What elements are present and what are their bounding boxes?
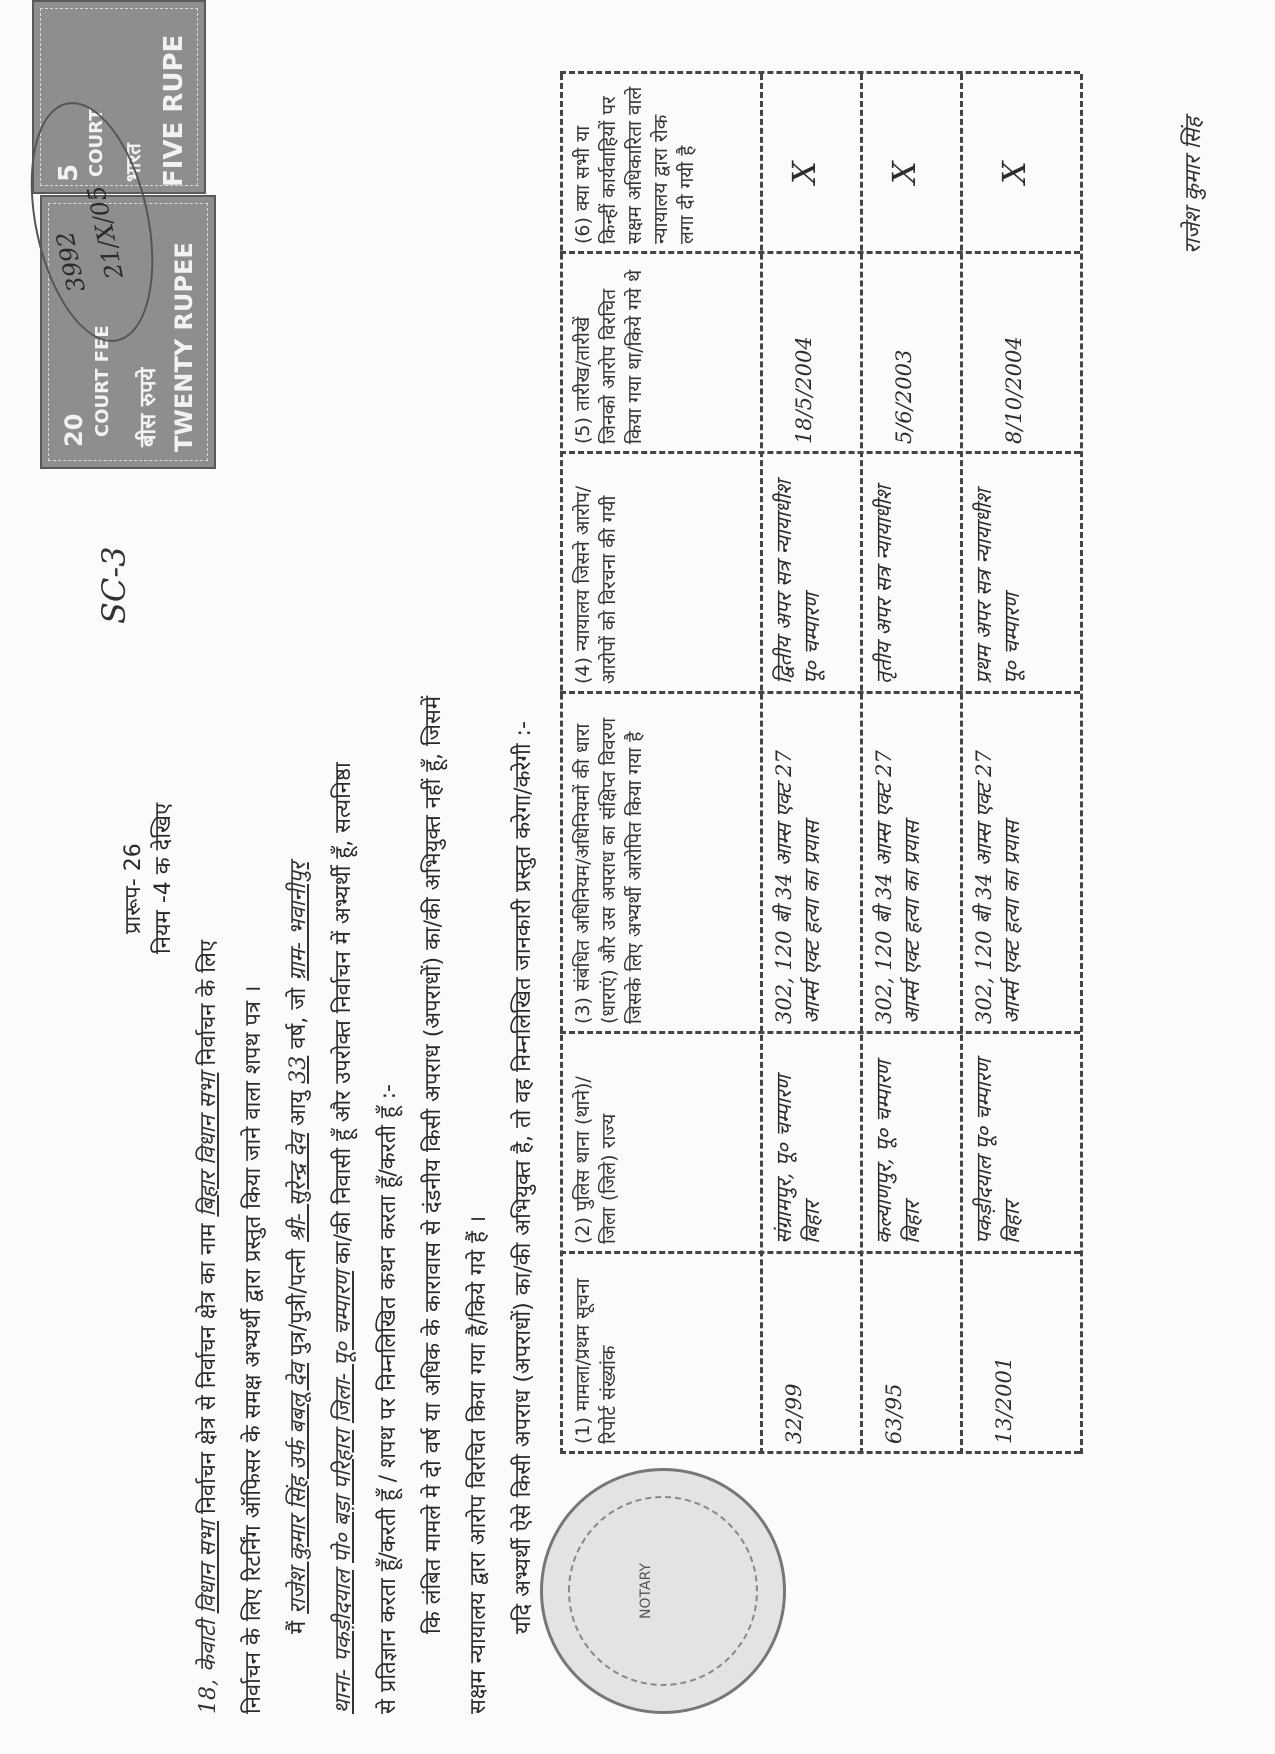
line-constituency <box>195 940 223 1714</box>
criminal-cases-table <box>560 74 1080 1454</box>
line-if-accused: यदि अभ्यर्थी ऐसे किसी अपराध (अपराधों) का/की अभियुक्त है, तो वह निम्नलिखित जानकारी प्रस्तुत करेगा/करेगी :- <box>511 721 536 1634</box>
police-station: संग्रामपुर, पू० चम्पारण बिहार <box>772 1075 824 1244</box>
sections: 302, 120 बी 34 आम्स एक्ट 27 आर्म्स एक्ट हत्या का प्रयास <box>972 750 1024 1024</box>
form-number: प्रारूप- 26 <box>121 843 146 934</box>
stay-status: X <box>785 161 823 184</box>
line-address <box>330 762 358 1714</box>
receipt-oval <box>11 91 173 353</box>
line-affidavit-intro: निर्वाचन के लिए रिटर्निंग ऑफिसर के समक्ष अभ्यर्थी द्वारा प्रस्तुत किया जाने वाला शपथ पत्र । <box>241 985 266 1714</box>
rule-reference: नियम -4 क देखिए <box>151 802 176 954</box>
district: जिला- पू० चम्पारण <box>331 1270 356 1424</box>
table-header: (1) मामला/प्रथम सूचना रिपोर्ट संख्यांक <box>572 1278 620 1444</box>
constituency-type: विधान सभा <box>196 1521 221 1614</box>
constituency-suffix: निर्वाचन के लिए <box>196 939 221 1066</box>
case-number: 32/99 <box>782 1383 806 1444</box>
thana: थाना- पकड़ीदयाल <box>331 1569 356 1714</box>
court: तृतीय अपर सत्र न्यायाधीश <box>872 485 896 684</box>
charge-date: 5/6/2003 <box>892 349 916 444</box>
table-header: (4) न्यायालय जिसने आरोप/आरोपों को विरचना की गयी <box>572 485 620 684</box>
oval-number: 3992 <box>50 228 91 295</box>
stamp-label-bottom: TWENTY RUPEE <box>170 242 198 452</box>
stay-status: X <box>885 161 923 184</box>
deponent-prefix: मैं <box>286 1620 311 1634</box>
stamp-label-bottom: FIVE RUPE <box>159 34 189 187</box>
oval-date: 21/X/05 <box>81 183 129 282</box>
years-label: वर्ष, जो <box>286 987 311 1049</box>
election-name: बिहार विधान सभा <box>196 1072 221 1217</box>
constituency-label: निर्वाचन क्षेत्र से निर्वाचन क्षेत्र का नाम <box>196 1223 221 1514</box>
constituency-number: 18, केवाटी <box>196 1620 221 1714</box>
line-charges-framed: सक्षम न्यायालय द्वारा आरोप विरचित किया गया है/किये गये हैं । <box>466 1215 491 1714</box>
stay-status: X <box>995 161 1033 184</box>
court: द्वितीय अपर सत्र न्यायाधीश पू० चम्पारण <box>772 480 824 684</box>
stamp-label: COURT <box>86 108 107 177</box>
stamp-denomination: 5 <box>54 163 84 182</box>
stamp-denomination: 20 <box>60 413 88 447</box>
village: ग्राम- भवानीपुर <box>286 862 311 981</box>
case-number: 13/2001 <box>992 1356 1016 1444</box>
sections: 302, 120 बी 34 आम्स एक्ट 27 आर्म्स एक्ट हत्या का प्रयास <box>872 750 924 1024</box>
notary-seal <box>540 1468 786 1714</box>
table-header: (2) पुलिस थाना (थाने)/ जिला (जिले) राज्य <box>572 1076 620 1244</box>
police-station: कल्याणपुर, पू० चम्पारण बिहार <box>872 1060 924 1244</box>
line-solemn: से प्रतिज्ञान करता हूँ/करती हूँ / शपथ पर निम्नलिखित कथन करता हूँ/करती हूँ :- <box>376 1084 401 1714</box>
father-name: श्री- सुरेन्द्र देव <box>286 1132 311 1242</box>
case-number: 63/95 <box>882 1383 906 1444</box>
relation-label: पुत्र/पुत्री/पत्नी <box>286 1248 311 1356</box>
seal-text: NOTARY <box>638 1563 654 1619</box>
table-header: (6) क्या सभी या किन्हीं कार्यवाहियों पर सक्षम अधिकारिता वाले न्यायालय द्वारा रोक लगा दी गयी है <box>572 86 698 244</box>
deponent-age: 33 <box>286 1055 311 1084</box>
police-station: पकड़ीदयाल पू० चम्पारण बिहार <box>972 1058 1024 1244</box>
post-office: पो० बड़ा परिहारा <box>331 1430 356 1563</box>
signature: राजेश कुमार सिंह <box>1181 117 1206 254</box>
table-header: (3) संबंधित अधिनियम/अधिनियमों की धारा (धाराएं) और उस अपराध का संक्षिप्त विवरण जिसके लिए अभ्यर्थी आरोपित किया गया है <box>572 717 646 1024</box>
line-deponent <box>285 862 313 1634</box>
charge-date: 8/10/2004 <box>1002 336 1026 444</box>
serial-mark: SC-3 <box>95 546 133 624</box>
deponent-name: राजेश कुमार सिंह उर्फ बबलू देव <box>286 1362 311 1614</box>
stamp-hindi: भारत <box>121 143 145 182</box>
court: प्रथम अपर सत्र न्यायाधीश पू० चम्पारण <box>972 489 1024 684</box>
age-label: आयु <box>286 1090 311 1126</box>
charge-date: 18/5/2004 <box>792 336 816 444</box>
stamp-hindi: बीस रुपये <box>136 367 161 447</box>
sections: 302, 120 बी 34 आम्स एक्ट 27 आर्म्स एक्ट हत्या का प्रयास <box>772 750 824 1024</box>
address-suffix: का/की निवासी हूँ और उपरोक्त निर्वाचन में अभ्यर्थी हूँ, सत्यनिष्ठा <box>331 762 356 1264</box>
stamp-label: COURT FEE <box>92 325 113 437</box>
table-header: (5) तारीख/तारीखें जिनको आरोप विरचित किया गया था/किये गये थे <box>572 269 646 444</box>
line-pending-case: कि लंबित मामले मे दो वर्ष या अधिक के कारावास से दंडनीय किसी अपराध (अपराधों) का/की अभियुक्त नहीं हूँ, जिसमें <box>421 695 446 1634</box>
